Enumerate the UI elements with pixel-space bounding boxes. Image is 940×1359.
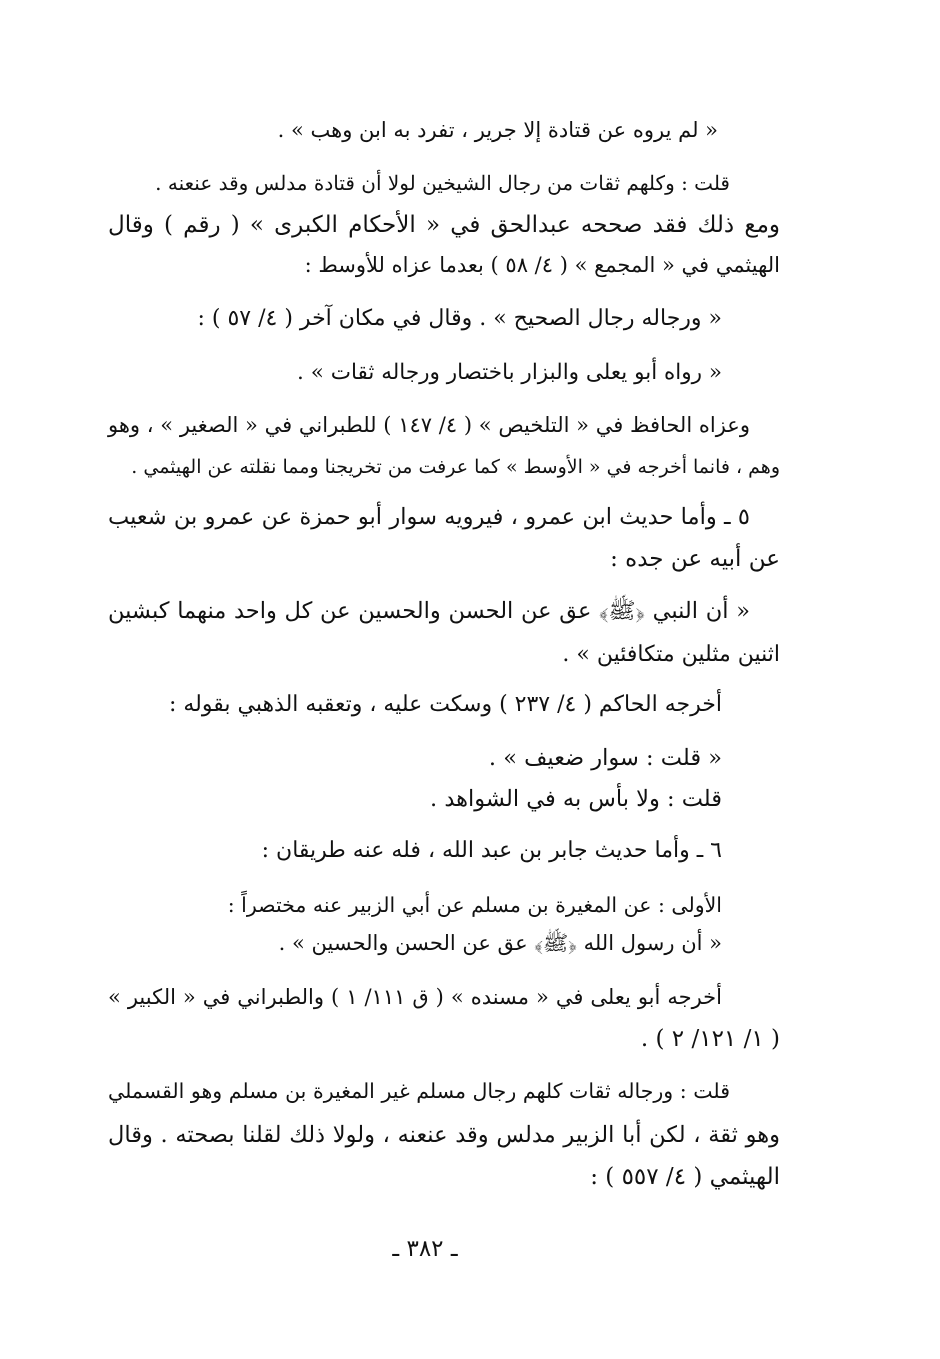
text-line: « لم يروه عن قتادة إلا جرير ، تفرد به ابن وهب » . [277,118,718,142]
text-line: « قلت : سوار ضعيف » . [488,745,722,771]
page-number: ـ ٣٨٢ ـ [392,1236,458,1262]
text-line: قلت : ولا بأس به في الشواهد . [430,786,722,812]
text-line: وعزاه الحافظ في « التلخيص » ( ٤/ ١٤٧ ) للطبراني في « الصغير » ، وهو [108,413,750,437]
text-line: وهم ، فانما أخرجه في « الأوسط » كما عرفت من تخريجنا ومما نقلته عن الهيثمي . [131,456,780,478]
text-line: « ورجاله رجال الصحيح » . وقال في مكان آخر ( ٤/ ٥٧ ) : [197,306,722,331]
text-line: أخرجه أبو يعلى في « مسنده » ( ق ١١١/ ١ ) والطبراني في « الكبير » [108,985,722,1009]
text-line: « أن رسول الله ﴿ﷺ﴾ عق عن الحسن والحسين » . [278,931,722,955]
text-line: ٦ ـ وأما حديث جابر بن عبد الله ، فله عنه طريقان : [261,838,722,863]
text-line: الهيثمي في « المجمع » ( ٤/ ٥٨ ) بعدما عزاه للأوسط : [304,253,780,277]
text-line: ٥ ـ وأما حديث ابن عمرو ، فيرويه سوار أبو حمزة عن عمرو بن شعيب [108,504,750,530]
text-line: ومع ذلك فقد صححه عبدالحق في « الأحكام الكبرى » ( رقم ) وقال [108,212,780,238]
text-line: الأولى : عن المغيرة بن مسلم عن أبي الزبير عنه مختصراً : [227,893,722,917]
text-line: « أن النبي ﴿ﷺ﴾ عق عن الحسن والحسين عن كل واحد منهما كبشين [108,598,750,624]
text-line: وهو ثقة ، لكن أبا الزبير مدلس وقد عنعنه ، ولولا ذلك لقلنا بصحته . وقال [108,1122,780,1148]
text-line: « رواه أبو يعلى والبزار باختصار ورجاله ثقات » . [297,360,722,385]
text-line: قلت : ورجاله ثقات كلهم رجال مسلم غير المغيرة بن مسلم وهو القسملي [108,1079,730,1103]
text-line: أخرجه الحاكم ( ٤/ ٢٣٧ ) وسكت عليه ، وتعقبه الذهبي بقوله : [168,692,722,717]
text-line: عن أبيه عن جده : [610,546,780,572]
text-line: اثنين مثلين متكافئين » . [562,642,780,667]
text-line: الهيثمي ( ٤/ ٥٥٧ ) : [590,1164,780,1190]
text-line: قلت : وكلهم ثقات من رجال الشيخين لولا أن قتادة مدلس وقد عنعنه . [155,171,730,195]
text-line: ( ١/ ١٢١/ ٢ ) . [640,1026,780,1052]
